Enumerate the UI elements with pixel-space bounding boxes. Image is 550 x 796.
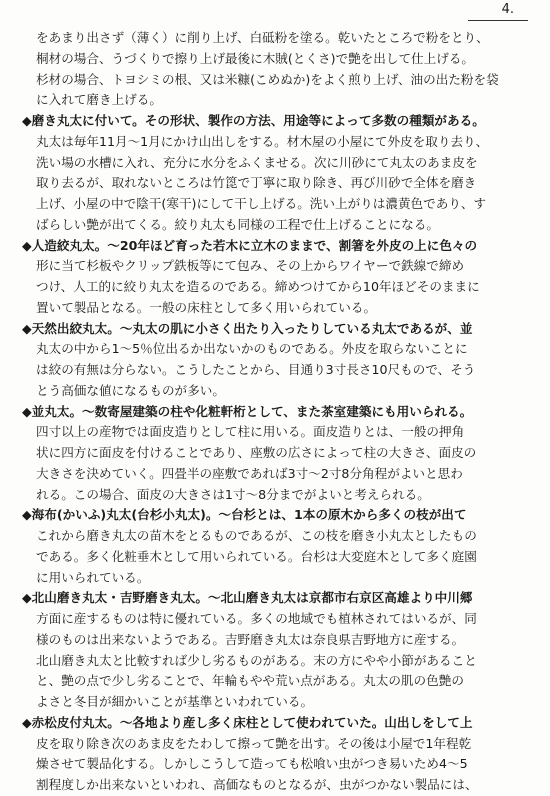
text-line: 四寸以上の産物では面皮造りとして柱に用いる。面皮造りとは、一般の押角	[36, 424, 465, 440]
section-heading-line: ◆磨き丸太に付いて。その形状、製作の方法、用途等によって多数の種類がある。	[22, 113, 485, 128]
text-line: をあまり出さず（薄く）に削り上げ、白砥粉を塗る。乾いたところで粉をとり、	[36, 30, 489, 45]
text-line: よさと冬目が細かいことが基準といわれている。	[36, 694, 314, 709]
text-line: 方面に産するものは特に優れている。多くの地域でも植林されてはいるが、同	[36, 611, 477, 626]
page-number-underline	[468, 20, 528, 21]
text-line: は絞の有無は分らない。こうしたことから、目通り3寸長さ10尺もので、そう	[36, 362, 476, 377]
text-line: 皮を取り除き次のあま皮をたわして擦って艶を出す。その後は小屋で1年程乾	[36, 735, 472, 751]
text-line: に入れて磨き上げる。	[36, 92, 162, 108]
text-line: 丸太の中から1～5％位出るか出ないかのものである。外皮を取らないことに	[36, 341, 468, 357]
text-line: 状に四方に面皮を付けることであり、座敷の広さによって柱の大きさ、面皮の	[36, 445, 477, 460]
text-line: である。多く化粧垂木として用いられている。台杉は大変庭木として多く庭園	[36, 548, 477, 564]
section-heading-line: ◆人造絞丸太。～20年ほど育った若木に立木のままで、割箸を外皮の上に色々の	[22, 237, 478, 253]
text-line: これから磨き丸太の苗木をとるものであるが、この枝を磨き小丸太としたもの	[36, 528, 477, 543]
section-heading-line: ◆北山磨き丸太・吉野磨き丸太。～北山磨き丸太は京都市右京区高雄より中川郷	[22, 590, 473, 606]
section-heading-line: ◆天然出絞丸太。～丸太の肌に小さく出たり入ったりしている丸太であるが、並	[22, 320, 473, 336]
text-line: つけ、人工的に絞り丸太を造るのである。締めつけてから10年ほどそのままに	[36, 279, 480, 294]
text-line: ばらしい艶が出てくる。絞り丸太も同様の工程で仕上げることになる。	[36, 216, 439, 232]
text-line: 北山磨き丸太と比較すれば少し劣るものがある。末の方にやや小節があること	[36, 652, 477, 668]
text-line: 割程度しか出来ないといわれ、高価なものとなるが、虫がつかない製品には、	[36, 777, 478, 792]
section-heading-line: ◆赤松皮付丸太。～各地より産し多く床柱として使われていた。山出しをして上	[22, 714, 473, 730]
text-line: 形に当て杉板やクリップ鉄板等にて包み、その上からワイヤーで鉄線で締め	[36, 258, 465, 274]
document-body	[22, 28, 536, 796]
text-line: 様のものは出来ないようである。吉野磨き丸太は奈良県吉野地方に産する。	[36, 631, 465, 647]
section-heading-line: ◆海布(かいふ)丸太(台杉小丸太)。～台杉とは、1本の原木から多くの枝が出て	[22, 507, 467, 523]
page-number: 4.	[501, 2, 514, 17]
text-line: に用いられている。	[36, 569, 150, 585]
text-line: と、艶の点で少し劣ることで、年輪もやや荒い点がある。丸太の肌の色艶の	[36, 673, 464, 689]
text-line: とう高価な値になるものが多い。	[36, 382, 225, 398]
text-line: 洗い場の水槽に入れ、充分に水分をふくませる。次に川砂にて丸太のあま皮を	[36, 154, 478, 170]
text-line: 置いて製品となる。一般の床柱として多く用いられている。	[36, 299, 377, 315]
section-heading-line: ◆並丸太。～数寄屋建築の柱や化粧軒桁として、また茶室建築にも用いられる。	[22, 403, 473, 419]
text-line: 丸太は毎年11月～1月にかけ山出しをする。材木屋の小屋にて外皮を取り去り、	[36, 133, 489, 149]
text-line: れる。この場合、面皮の大きさは1寸～8分までがよいと考えられる。	[36, 486, 430, 502]
text-line: 上げ、小屋の中で陰干(寒干)にして干し上げる。洗い上がりは濃黄色であり、す	[36, 196, 487, 211]
text-line: 桐材の場合、うづくりで擦り上げ最後に木賊(とくさ)で艶を出して仕上げる。	[36, 50, 475, 66]
text-line: 大きさを決めていく。四畳半の座敷であれば3寸～2寸8分角程がよいと思わ	[36, 465, 463, 481]
text-line: 杉材の場合、トヨシミの根、又は米糠(こめぬか)をよく煎り上げ、油の出た粉を袋	[36, 71, 499, 87]
text-line: 取り去るが、取れないところは竹箆で丁寧に取り除き、再び川砂で全体を磨き	[36, 175, 477, 191]
text-line: 燥させて製品化する。しかしこうして造っても松喰い虫がつき易いため4～5	[36, 756, 468, 772]
